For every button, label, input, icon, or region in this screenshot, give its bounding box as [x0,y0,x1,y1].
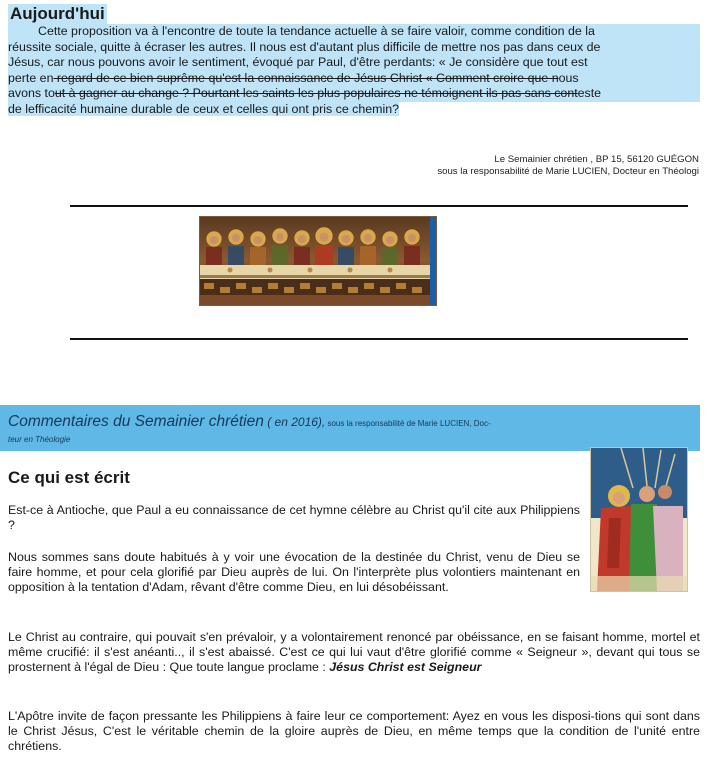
intro-line-4-strike: regard de ce bien suprême qu'est la connaissance de Jésus Christ « Comment croire que n [53,70,559,85]
paragraph-1: Est-ce à Antioche, que Paul a eu connaissance de cet hymne célèbre au Christ qu'il cite aux Philippiens ? [8,503,580,533]
paragraph-2: Nous sommes sans doute habitués à y voir une évocation de la destinée du Christ, venu de Dieu se faire homme, et pour cela glorifié par Dieu auprès de lui. On l'interprète plus volontiers maintenant en opposition à la tentation d'Adam, rêvant d'être comme Dieu, en lui désobéissant. [8,550,580,595]
section-heading-aujourdhui: Aujourd'hui [10,4,105,23]
intro-line-6-text: de lefficacité humaine durable de ceux et celles qui ont pris ce chemin? [8,101,399,116]
intro-line-1 [8,24,700,40]
intro-line-5-strike: ut à gagner au change ? Pourtant les saints les plus populaires ne témoignent ils pas sans cont [54,86,578,100]
divider-top [70,205,688,207]
fresco-illustration [200,217,436,305]
divider-bottom [70,338,688,340]
commentary-title-main: Commentaires du Semainier chrétien [8,413,264,430]
intro-paragraph [8,24,700,117]
fresco-image [199,216,437,306]
intro-line-5-b: este [577,86,602,100]
paragraph-4: L'Apôtre invite de façon pressante les Philippiens à faire leur ce comportement: Ayez en vous les disposi-tions qui sont dans le Christ Jésus, C'est le véritable chemin de la gloire auprès de Dieu, en même temps que la condition de l'unité entre chrétiens. [8,709,700,754]
commentary-title [8,415,608,431]
commentary-title-year: ( en 2016), [263,415,326,429]
paragraph-3 [8,630,700,676]
credit-line-1: Le Semainier chrétien , BP 15, 56120 GUÉGON [494,154,699,165]
intro-line-6 [8,102,700,118]
kiss-of-judas-image [590,447,688,592]
publisher-credit [437,154,699,178]
intro-line-3: Jésus, car nous pouvons avoir le sentiment, évoqué par Paul, d'être perdants: « Je considère que tout est [8,55,700,71]
intro-line-4-a: perte en [8,70,54,85]
intro-line-1-text: Cette proposition va à l'encontre de toute la tendance actuelle à se faire valoir, comme condition de la [38,24,595,38]
side-illustration [591,448,687,591]
intro-line-4 [8,71,700,87]
paragraph-3-emphasis: Jésus Christ est Seigneur [329,660,482,675]
commentary-title-continued: teur en Théologie [8,435,71,444]
paragraph-3-text: Le Christ au contraire, qui pouvait s'en prévaloir, y a volontairement renoncé par obéissance, en se faisant homme, mortel et même crucifié: il s'est anéanti.., il s'est abaissé. C'est ce qui lui vaut d'être glorifié comme « Seigneur », devant qui tous se prosternent à l'égal de Dieu : Que toute langue proclame : [8,630,700,675]
commentary-title-responsibility: sous la responsabilité de Marie LUCIEN, Doc- [325,419,491,428]
intro-line-5 [8,86,700,102]
credit-line-2: sous la responsabilité de Marie LUCIEN, Docteur en Théologi [437,166,699,177]
intro-line-2: réussite sociale, quitte à écraser les autres. Il nous est d'autant plus difficile de mettre nos pas dans ceux de [8,40,700,56]
intro-line-5-a: avons to [8,86,55,100]
section-heading-ce-qui-est-ecrit: Ce qui est écrit [8,468,130,487]
intro-line-4-b: ous [558,70,579,85]
